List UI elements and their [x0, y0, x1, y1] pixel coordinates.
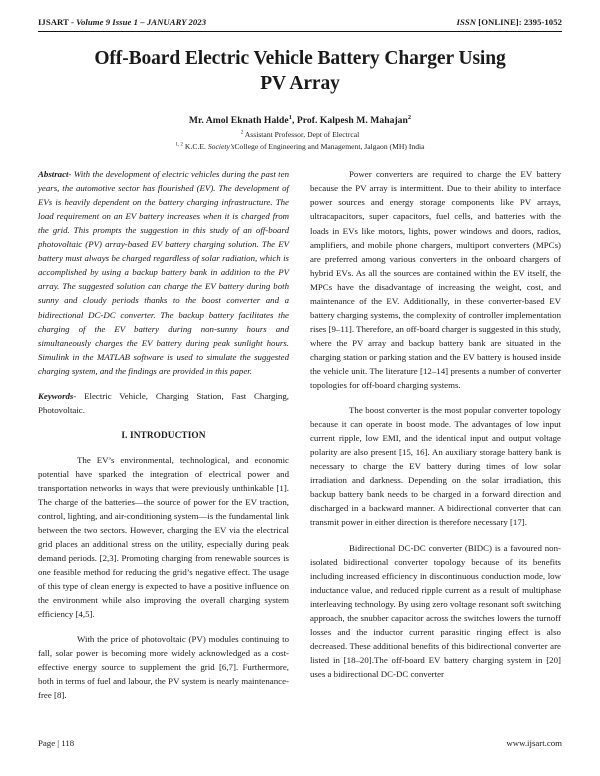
journal-name: IJSART: [38, 17, 69, 27]
affiliation-two-marker: 1, 2: [175, 142, 184, 148]
section-heading-introduction: I. INTRODUCTION: [121, 430, 206, 441]
affiliation-line-2: [38, 142, 562, 151]
header-rule: [38, 31, 562, 32]
left-column: [38, 167, 289, 713]
running-head-left: [38, 17, 206, 27]
page-number: Page | 118: [38, 738, 75, 748]
keywords-label: Keywords: [38, 390, 74, 401]
issue-info: Volume 9 Issue 1 – JANUARY 2023: [76, 17, 207, 27]
keywords-paragraph: [38, 389, 289, 417]
abstract-paragraph: [38, 167, 289, 377]
author-two-marker: 2: [407, 114, 412, 122]
left-paragraph-2: With the price of photovoltaic (PV) modules continuing to fall, solar power is becoming more widely acknowledged as a cost-effective energy source to supplement the grid [6,7]. Furthermore, both in terms of fuel and labour, the PV system is nearly maintenance-free [8].: [38, 634, 289, 701]
keywords-text: - Electric Vehicle, Charging Station, Fast Charging, Photovoltaic.: [38, 390, 289, 415]
affiliation-one-marker: 2: [240, 130, 244, 136]
running-head: [38, 17, 562, 27]
website-url: www.ijsart.com: [506, 738, 562, 748]
affiliation-line-1: [38, 130, 562, 139]
affiliation-one-text: Assistant Professor, Dept of Electrcal: [243, 129, 360, 139]
body-columns: [38, 167, 562, 713]
abstract-label: Abstract-: [38, 169, 72, 180]
affiliation-two-text-b: College of Engineering and Management, Jalgaon (MH) India: [234, 142, 425, 152]
author-one: Mr. Amol Eknath Halde: [188, 115, 289, 127]
issn-label: ISSN: [456, 17, 477, 27]
author-one-marker: 1: [288, 114, 292, 122]
header-separator: -: [68, 17, 77, 27]
left-paragraph-1: The EV’s environmental, technological, and economic potential have sparked the integration of electrical power and transportation networks in ways that were previously unthinkable [1]. The charge of the batteries—the source of power for the EV traction, control, lighting, and air-conditioning system—is the fundamental link between the two sectors. However, charging the EV via the electrical grid places an additional stress on the utility, especially during peak demand periods. [2,3]. Promoting charging from renewable sources is one feasible method for reducing the grid’s negative effect. The usage of this type of clean energy is expected to have a positive influence on the environment while also improving the overall charging system efficiency [4,5].: [38, 454, 289, 620]
page-footer: [38, 738, 562, 748]
abstract-text: With the development of electric vehicles during the past ten years, the automotive sector has flourished (EV). The development of EVs is heavily dependent on the battery charging infrastructure. The load requirement on an EV battery increases when it is charged from the grid. This prompts the suggestion in this study of an off-board photovoltaic (PV) array-based EV battery charging solution. The EV battery must always be charged regardless of solar radiation, which is accomplished by using a backup battery bank in addition to the PV array. The suggested solution can charge the EV battery during both sunny and cloudy periods thanks to the boost converter and a bidirectional DC-DC converter. The backup battery facilitates the charging of the EV battery during non-sunny hours and simultaneously charges the EV battery during peak sunlight hours. Simulink in the MATLAB software is used to simulate the suggested charging system, and the findings are provided in this paper.: [38, 169, 289, 376]
affiliation-two-text-a: K.C.E.: [183, 142, 208, 152]
right-paragraph-3: Bidirectional DC-DC converter (BIDC) is a favoured non-isolated bidirectional converter topology because of its benefits including increased efficiency in discontinuous conduction mode, low inductance value, and reduced ripple current as a result of multiphase interleaving technology. By using zero voltage resonant soft switching approach, the snubber capacitor across the switches lowers the turnoff losses and the inductor current parasitic ringing effect is also decreased. These additional benefits of this bidirectional converter are listed in [18–20].The off-board EV battery charging system in [20] uses a bidirectional DC-DC converter: [310, 542, 561, 679]
right-column: [310, 167, 561, 713]
author-two: , Prof. Kalpesh M. Mahajan: [291, 115, 408, 127]
affiliation-two-society: Society’s: [207, 142, 235, 152]
issn-value: [ONLINE]: 2395-1052: [476, 17, 562, 27]
right-paragraph-1: Power converters are required to charge the EV battery because the PV array is intermittent. Due to their ability to interface power sources and energy storage components like PV arrays, ultracapacitors, super capacitors, fuel cells, and batteries with the loads in EVs like motors, lights, power windows and doors, radios, amplifiers, and mobile phone chargers, multiport converters (MPCs) are preferred among various converters in the onboard chargers of hybrid EVs. As all the sources are contained within the EV itself, the MPCs have the disadvantage of increasing the weight, cost, and maintenance of the EV. Additionally, in these converter-based EV battery charging systems, the complexity of controller implementation rises [9–11]. Therefore, an off-board charger is suggested in this study, where the PV array and backup battery bank are situated in the charging station or parking station and the EV battery is housed inside the vehicle unit. The literature [12–14] presents a number of converter topologies for off-board charging systems.: [310, 169, 561, 391]
right-paragraph-2: The boost converter is the most popular converter topology because it can operate in boost mode. The advantages of low input current ripple, low EMI, and the identical input and output voltage polarity are also present [15, 16]. An auxiliary storage battery bank is necessary to charge the EV battery during times of low solar irradiation and darkness. Depending on the solar irradiation, this backup battery bank needs to be charged in a forward direction and discharged in a backward manner. A bidirectional converter that can transmit power in either direction is therefore necessary [17].: [310, 405, 561, 528]
page-title: Off-Board Electric Vehicle Battery Charger Using PV Array: [94, 47, 506, 95]
author-list: [38, 115, 562, 126]
running-head-right: [457, 17, 562, 27]
